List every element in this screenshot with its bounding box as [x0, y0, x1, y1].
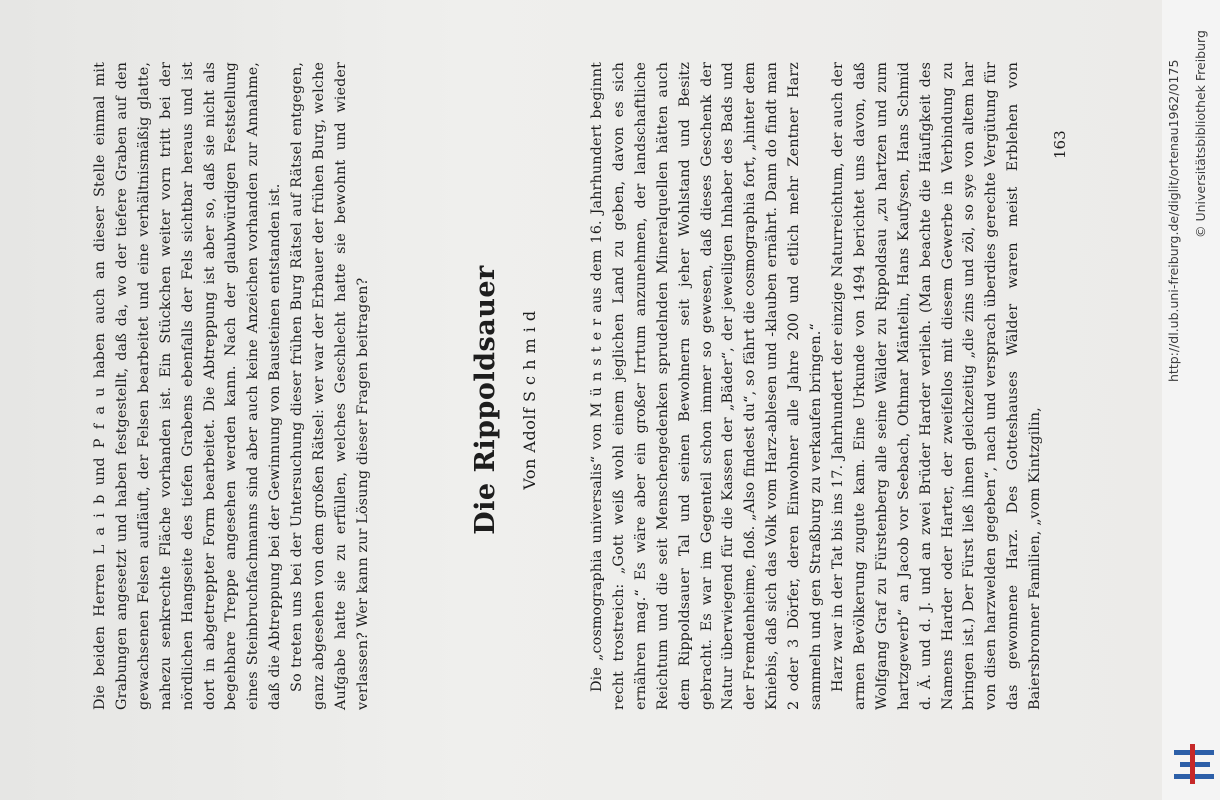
article-author: Von Adolf S c h m i d: [520, 310, 539, 490]
article-body: [587, 62, 1047, 710]
top-text-block: [90, 62, 375, 710]
body-paragraph-1: Die „cosmographia universalis“ von M ü n s t e r aus dem 16. Jahrhundert beginnt recht trostreich: „Gott weiß wohl einem jeglichen Land zu geben, davon es sich ernähren mag.“ Es wäre aber ein großer Irrtum anzunehmen, der landschaftliche Reichtum und die seit Menschengedenken sprudelnden Mineralquellen hätten auch dem Rippoldsauer Tal und seinen Bewohnern seit jeher Wohlstand und Besitz gebracht. Es war im Gegenteil schon immer so gewesen, daß dieses Geschenk der Natur überwiegend für die Kassen der „Bäder“, der jeweiligen Inhaber des Bads und der Fremdenheime, floß. „Also findest du“, so fährt die cosmographia fort, „hinter dem Kniebis, daß sich das Volk vom Harz-ablesen und -klauben ernährt. Dann do findt man 2 oder 3 Dörfer, deren Einwohner alle Jahre 200 und etlich mehr Zentner Harz sammeln und gen Straßburg zu verkaufen bringen.“: [589, 62, 825, 710]
copyright-text: © Universitätsbibliothek Freiburg: [1193, 30, 1208, 238]
top-paragraph-2: So treten uns bei der Untersuchung dieser frühen Burg Rätsel auf Rätsel entgegen, ganz abgesehen von dem großen Rätsel: wer war der Erbauer der frühen Burg, welche Aufgabe hatte sie zu erfüllen, welches Geschlecht hatte sie bewohnt und wieder verlassen? Wer kann zur Lösung dieser Fragen beitragen?: [289, 62, 371, 710]
copyright-notice: [1193, 0, 1217, 800]
source-url-link[interactable]: [1166, 0, 1190, 800]
library-logo-icon: [1172, 744, 1216, 784]
top-paragraph-1: Die beiden Herren L a i b und P f a u haben auch an dieser Stelle einmal mit Grabungen angesetzt und haben festgestellt, daß da, wo der tiefere Graben auf den gewachsenen Felsen aufläuft, der Felsen bearbeitet und eine verhältnismäßig glatte, nahezu senkrechte Fläche vorhanden ist. Ein Stückchen weiter vorn tritt bei der nördlichen Hangseite des tiefen Grabens ebenfalls der Fels sichtbar heraus und ist dort in abgetreppter Form bearbeitet. Die Abtreppung ist aber so, daß sie nicht als begehbare Treppe angesehen werden kann. Nach der glaubwürdigen Feststellung eines Steinbruchfachmanns sind aber auch keine Anzeichen vorhanden zur Annahme, daß die Abtreppung bei der Gewinnung von Bausteinen entstanden ist.: [92, 62, 284, 710]
logo-accent: [1190, 744, 1195, 784]
article-title: Die Rippoldsauer: [470, 265, 501, 535]
body-paragraph-2: Harz war in der Tat bis ins 17. Jahrhundert der einzige Naturreichtum, der auch der armen Bevölkerung zugute kam. Eine Urkunde von 1494 berichtet uns davon, daß Wolfgang Graf zu Fürstenberg alle seine Wälder zu Rippoldsau „zu hartzen und zum hartzgewerb“ an Jacob vor Seebach, Othmar Mäntelin, Hans Kaufysen, Hans Schmid d. Ä. und d. J. und an zwei Brüder Harder verlieh. (Man beachte die Häufigkeit des Namens Harder oder Harter, der zweifellos mit diesem Gewerbe in Verbindung zu bringen ist.) Der Fürst ließ ihnen gleichzeitig „die zins und zöl, so sye von altem har von disen harzwelden gegeben“, nach und versprach überdies gerechte Vergütung für das gewonnene Harz. Des Gotteshauses Wälder waren meist Erblehen von Baiersbronner Familien, „vom Kintzgilin,: [829, 62, 1044, 710]
page-number: 163: [1051, 130, 1069, 159]
source-url-text[interactable]: http://dl.ub.uni-freiburg.de/diglit/ortenau1962/0175: [1166, 59, 1181, 382]
article-heading: [470, 0, 539, 800]
